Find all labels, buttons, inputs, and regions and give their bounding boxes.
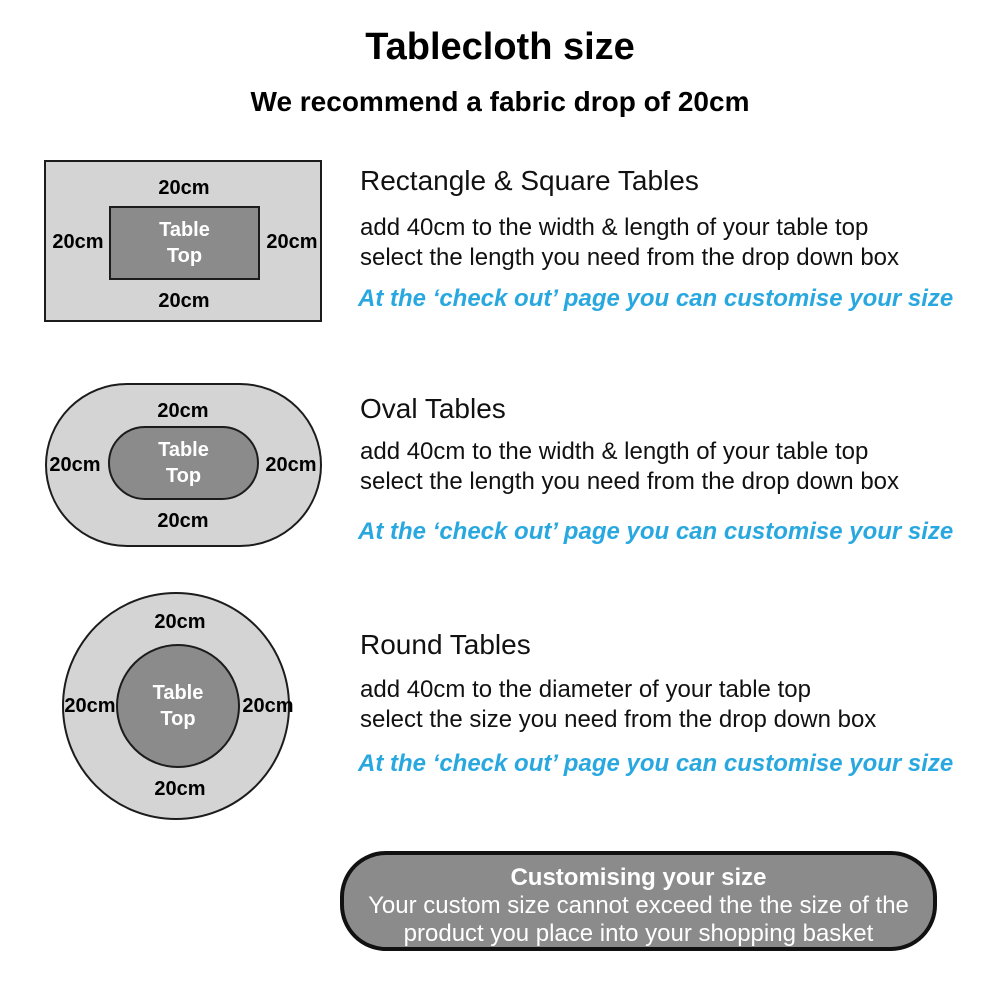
round-instruction-line2: select the size you need from the drop down box xyxy=(360,706,877,733)
table-top-label-line2: Top xyxy=(165,465,202,487)
rectangle-instruction-line1: add 40cm to the width & length of your table top xyxy=(360,214,869,241)
round-section-heading: Round Tables xyxy=(360,629,531,660)
fabric-drop-label-top: 20cm xyxy=(157,400,209,422)
table-top-label-line2: Top xyxy=(166,245,203,267)
fabric-drop-label-right: 20cm xyxy=(242,695,294,717)
fabric-drop-label-bottom: 20cm xyxy=(158,290,210,312)
rectangle-instruction-line2: select the length you need from the drop down box xyxy=(360,244,900,271)
rectangle-table-top xyxy=(109,206,260,280)
round-checkout-note: At the ‘check out’ page you can customise your size xyxy=(358,750,954,777)
table-top-label-line1: Table xyxy=(158,439,209,461)
customising-size-title: Customising your size xyxy=(510,864,767,891)
fabric-drop-label-right: 20cm xyxy=(266,231,318,253)
fabric-drop-label-left: 20cm xyxy=(49,454,101,476)
customising-size-notice xyxy=(340,851,937,951)
rectangle-section-body xyxy=(360,213,899,273)
customising-size-line1: Your custom size cannot exceed the the size of the xyxy=(368,892,909,919)
oval-section-heading: Oval Tables xyxy=(360,393,506,424)
rectangle-checkout-note: At the ‘check out’ page you can customise your size xyxy=(358,285,954,312)
oval-checkout-note: At the ‘check out’ page you can customise your size xyxy=(358,518,954,545)
round-table-top xyxy=(116,644,240,768)
table-top-label-line1: Table xyxy=(159,219,210,241)
table-top-label-line1: Table xyxy=(152,682,204,704)
rectangle-tablecloth-diagram xyxy=(44,160,322,322)
fabric-drop-label-left: 20cm xyxy=(52,231,104,253)
rectangle-section-heading: Rectangle & Square Tables xyxy=(360,165,699,196)
fabric-drop-label-top: 20cm xyxy=(158,177,210,199)
round-tablecloth-diagram xyxy=(62,592,294,820)
oval-section-body xyxy=(360,437,899,497)
page-subtitle: We recommend a fabric drop of 20cm xyxy=(250,86,750,117)
oval-instruction-line1: add 40cm to the width & length of your table top xyxy=(360,438,869,465)
fabric-drop-label-bottom: 20cm xyxy=(157,510,209,532)
fabric-drop-label-bottom: 20cm xyxy=(154,778,206,800)
fabric-drop-label-right: 20cm xyxy=(265,454,317,476)
round-instruction-line1: add 40cm to the diameter of your table top xyxy=(360,676,811,703)
oval-instruction-line2: select the length you need from the drop down box xyxy=(360,468,900,495)
table-top-label-line2: Top xyxy=(160,708,196,730)
oval-table-top xyxy=(108,426,259,500)
oval-tablecloth-diagram xyxy=(45,383,322,547)
customising-size-line2: product you place into your shopping basket xyxy=(403,920,874,947)
fabric-drop-label-top: 20cm xyxy=(154,611,206,633)
fabric-drop-label-left: 20cm xyxy=(64,695,116,717)
page-title: Tablecloth size xyxy=(365,26,635,68)
round-section-body xyxy=(360,675,876,735)
